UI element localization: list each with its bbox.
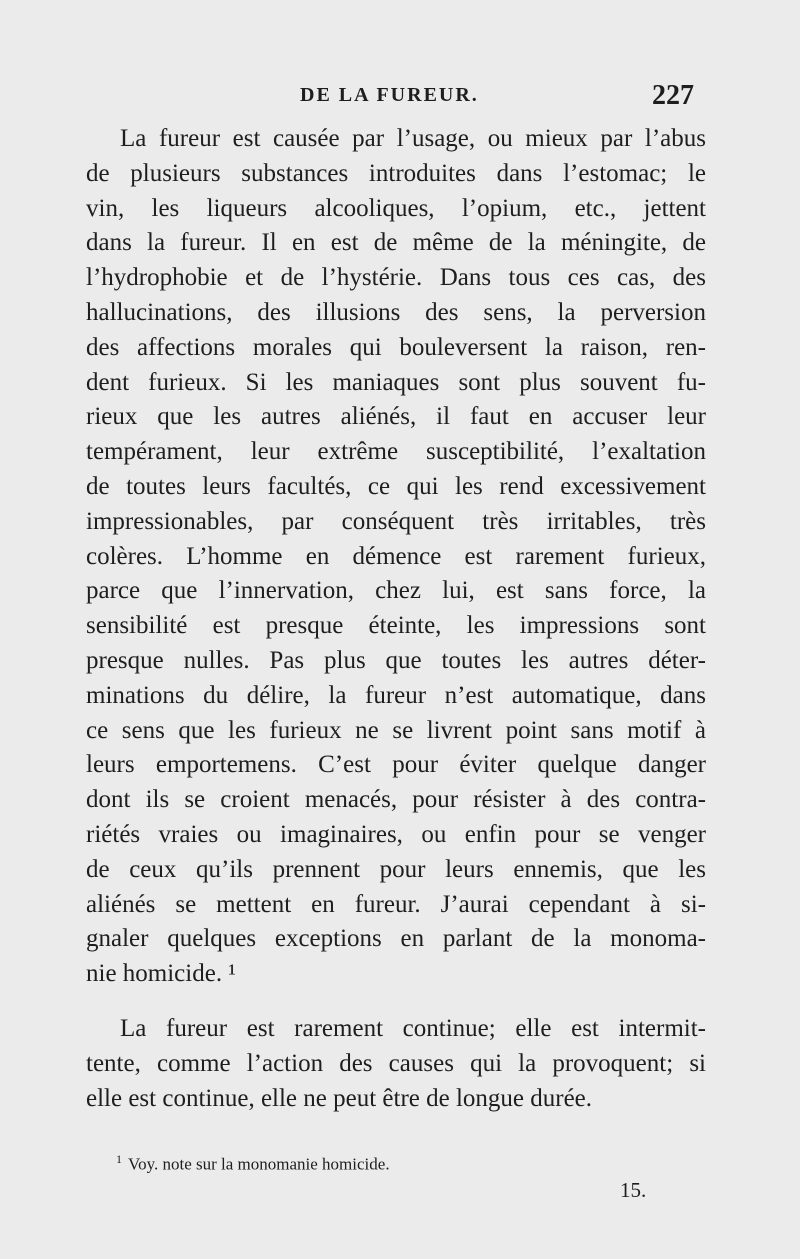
text-line: de ceux qu’ils prennent pour leurs ennemis, que les xyxy=(86,855,706,883)
text-line: rieux que les autres aliénés, il faut en accuser leur xyxy=(86,403,706,431)
text-line: sensibilité est presque éteinte, les impressions sont xyxy=(86,612,706,640)
signature-mark: 15. xyxy=(620,1178,647,1202)
text-line: presque nulles. Pas plus que toutes les autres déter- xyxy=(86,646,706,674)
text-line: ce sens que les furieux ne se livrent point sans motif à xyxy=(86,716,706,744)
text-line: tente, comme l’action des causes qui la provoquent; si xyxy=(86,1049,706,1077)
paragraph-2 xyxy=(86,1012,706,1116)
text-line: gnaler quelques exceptions en parlant de la monoma- xyxy=(86,925,706,953)
text-line: vin, les liqueurs alcooliques, l’opium, etc., jettent xyxy=(86,194,706,222)
paragraph-1 xyxy=(86,122,706,992)
text-line: parce que l’innervation, chez lui, est sans force, la xyxy=(86,577,706,605)
text-line: de toutes leurs facultés, ce qui les rend excessivement xyxy=(86,472,706,500)
text-line: de plusieurs substances introduites dans l’estomac; le xyxy=(86,159,706,187)
running-title: DE LA FUREUR. xyxy=(300,84,479,106)
footnote-text: Voy. note sur la monomanie homicide. xyxy=(128,1154,390,1174)
text-line: riétés vraies ou imaginaires, ou enfin pour se venger xyxy=(86,820,706,848)
text-line: minations du délire, la fureur n’est automatique, dans xyxy=(86,681,706,709)
text-line: des affections morales qui bouleversent la raison, ren- xyxy=(86,333,706,361)
text-line: tempérament, leur extrême susceptibilité, l’exaltation xyxy=(86,438,706,466)
text-line: dont ils se croient menacés, pour résister à des contra- xyxy=(86,786,706,814)
body-text xyxy=(86,122,706,1116)
text-line: La fureur est causée par l’usage, ou mieux par l’abus xyxy=(120,125,706,152)
footnote xyxy=(116,1152,390,1175)
text-line: elle est continue, elle ne peut être de longue durée. xyxy=(86,1084,593,1112)
text-line: aliénés se mettent en fureur. J’aurai cependant à si- xyxy=(86,890,706,918)
text-line: impressionables, par conséquent très irritables, très xyxy=(86,507,706,535)
text-line: dans la fureur. Il en est de même de la méningite, de xyxy=(86,229,706,257)
page-header xyxy=(0,80,800,124)
text-line: nie homicide. ¹ xyxy=(86,960,236,988)
text-line: dent furieux. Si les maniaques sont plus souvent fu- xyxy=(86,368,706,396)
text-line: colères. L’homme en démence est rarement furieux, xyxy=(86,542,706,570)
text-line: l’hydrophobie et de l’hystérie. Dans tous ces cas, des xyxy=(86,264,706,292)
text-line: leurs emportemens. C’est pour éviter quelque danger xyxy=(86,751,706,779)
paragraph-spacer xyxy=(86,992,706,1012)
footnote-marker: 1 xyxy=(116,1152,122,1166)
text-line: hallucinations, des illusions des sens, la perversion xyxy=(86,298,706,326)
text-line: La fureur est rarement continue; elle est intermit- xyxy=(120,1014,706,1042)
page-number: 227 xyxy=(652,80,694,111)
